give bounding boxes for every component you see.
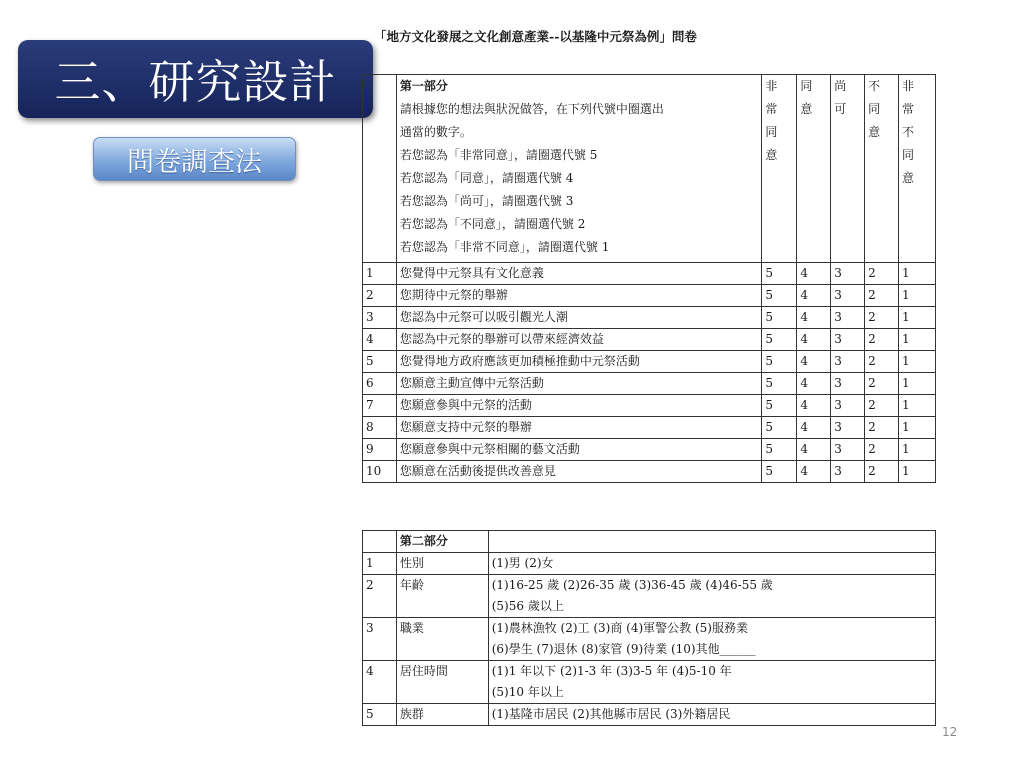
score-option[interactable]: 4 — [797, 395, 831, 417]
score-option[interactable]: 3 — [831, 351, 865, 373]
option-line[interactable]: (6)學生 (7)退休 (8)家管 (9)待業 (10)其他______ — [491, 642, 756, 656]
table-row — [363, 618, 936, 661]
option-line[interactable]: (1)1 年以下 (2)1-3 年 (3)3-5 年 (4)5-10 年 — [491, 664, 732, 678]
item-label: 族群 — [396, 704, 488, 726]
table-row — [363, 575, 936, 618]
item-number: 1 — [363, 553, 397, 575]
score-option[interactable]: 5 — [762, 461, 797, 483]
score-option[interactable]: 2 — [865, 329, 899, 351]
item-options — [488, 575, 935, 618]
score-option[interactable]: 1 — [899, 285, 936, 307]
option-line[interactable]: (5)10 年以上 — [491, 685, 564, 699]
score-option[interactable]: 2 — [865, 263, 899, 285]
score-option[interactable]: 1 — [899, 351, 936, 373]
score-option[interactable]: 5 — [762, 285, 797, 307]
part1-intro-cell — [396, 75, 761, 263]
table-row — [363, 417, 936, 439]
item-statement: 您覺得地方政府應該更加積極推動中元祭活動 — [396, 351, 761, 373]
part1-header-row — [363, 75, 936, 263]
score-option[interactable]: 3 — [831, 417, 865, 439]
part2-header-row — [363, 531, 936, 553]
score-option[interactable]: 4 — [797, 461, 831, 483]
part2-heading: 第二部分 — [396, 531, 488, 553]
score-option[interactable]: 4 — [797, 373, 831, 395]
table-row — [363, 661, 936, 704]
item-number: 4 — [363, 661, 397, 704]
part2-header-blank — [488, 531, 935, 553]
table-row — [363, 373, 936, 395]
item-number: 8 — [363, 417, 397, 439]
score-option[interactable]: 4 — [797, 329, 831, 351]
score-option[interactable]: 1 — [899, 395, 936, 417]
item-label: 職業 — [396, 618, 488, 661]
part2-table — [362, 530, 936, 726]
part2-corner-cell — [363, 531, 397, 553]
score-option[interactable]: 4 — [797, 263, 831, 285]
item-number: 5 — [363, 704, 397, 726]
instruction-line: 若您認為「尚可」，請圈選代號 3 — [399, 194, 574, 208]
score-option[interactable]: 3 — [831, 285, 865, 307]
score-option[interactable]: 1 — [899, 439, 936, 461]
score-option[interactable]: 5 — [762, 395, 797, 417]
score-option[interactable]: 3 — [831, 263, 865, 285]
score-option[interactable]: 3 — [831, 395, 865, 417]
questionnaire-title: 「地方文化發展之文化創意產業--以基隆中元祭為例」問卷 — [374, 29, 697, 44]
score-option[interactable]: 4 — [797, 417, 831, 439]
scale-header-disagree: 不 同 意 — [865, 75, 899, 263]
score-option[interactable]: 1 — [899, 307, 936, 329]
score-option[interactable]: 2 — [865, 285, 899, 307]
item-label: 居住時間 — [396, 661, 488, 704]
item-options — [488, 618, 935, 661]
table-row — [363, 307, 936, 329]
part1-table — [362, 74, 936, 483]
option-line[interactable]: (5)56 歲以上 — [491, 599, 564, 613]
item-number: 3 — [363, 618, 397, 661]
instruction-line: 請根據您的想法與狀況做答，在下列代號中圈選出 — [399, 102, 664, 116]
score-option[interactable]: 2 — [865, 351, 899, 373]
table-row — [363, 553, 936, 575]
item-options — [488, 704, 935, 726]
score-option[interactable]: 2 — [865, 439, 899, 461]
score-option[interactable]: 1 — [899, 373, 936, 395]
score-option[interactable]: 4 — [797, 439, 831, 461]
item-number: 9 — [363, 439, 397, 461]
scale-header-neutral: 尚 可 — [831, 75, 865, 263]
score-option[interactable]: 3 — [831, 307, 865, 329]
score-option[interactable]: 2 — [865, 395, 899, 417]
score-option[interactable]: 4 — [797, 351, 831, 373]
score-option[interactable]: 2 — [865, 461, 899, 483]
option-line[interactable]: (1)基隆市居民 (2)其他縣市居民 (3)外籍居民 — [491, 707, 731, 721]
score-option[interactable]: 3 — [831, 461, 865, 483]
item-number: 3 — [363, 307, 397, 329]
table-row — [363, 285, 936, 307]
score-option[interactable]: 2 — [865, 373, 899, 395]
item-statement: 您願意參與中元祭的活動 — [396, 395, 761, 417]
item-statement: 您願意參與中元祭相關的藝文活動 — [396, 439, 761, 461]
instruction-line: 若您認為「不同意」，請圈選代號 2 — [399, 217, 586, 231]
instruction-line: 若您認為「同意」，請圈選代號 4 — [399, 171, 574, 185]
part1-heading: 第一部分 — [399, 79, 448, 93]
table-row — [363, 263, 936, 285]
table-row — [363, 704, 936, 726]
table-row — [363, 461, 936, 483]
score-option[interactable]: 5 — [762, 439, 797, 461]
item-number: 10 — [363, 461, 397, 483]
score-option[interactable]: 2 — [865, 417, 899, 439]
option-line[interactable]: (1)農林漁牧 (2)工 (3)商 (4)軍警公教 (5)服務業 — [491, 621, 748, 635]
slide-title-banner — [18, 40, 373, 118]
option-line[interactable]: (1)男 (2)女 — [491, 556, 554, 570]
instruction-line: 通當的數字。 — [399, 125, 472, 139]
instruction-line: 若您認為「非常不同意」，請圈選代號 1 — [399, 240, 610, 254]
item-number: 7 — [363, 395, 397, 417]
scale-header-strongly-agree: 非 常 同 意 — [762, 75, 797, 263]
score-option[interactable]: 5 — [762, 351, 797, 373]
item-number: 1 — [363, 263, 397, 285]
table-row — [363, 439, 936, 461]
option-line[interactable]: (1)16-25 歲 (2)26-35 歲 (3)36-45 歲 (4)46-55 歲 — [491, 578, 773, 592]
item-statement: 您認為中元祭的舉辦可以帶來經濟效益 — [396, 329, 761, 351]
table-row — [363, 395, 936, 417]
survey-method-label: 問卷調查法 — [127, 146, 262, 178]
item-number: 2 — [363, 575, 397, 618]
item-number: 6 — [363, 373, 397, 395]
score-option[interactable]: 1 — [899, 263, 936, 285]
item-label: 年齡 — [396, 575, 488, 618]
slide-title: 三、研究設計 — [54, 55, 337, 109]
scale-header-strongly-disagree: 非 常 不 同 意 — [899, 75, 936, 263]
item-statement: 您願意在活動後提供改善意見 — [396, 461, 761, 483]
score-option[interactable]: 5 — [762, 329, 797, 351]
page-number: 12 — [942, 725, 958, 739]
score-option[interactable]: 4 — [797, 307, 831, 329]
score-option[interactable]: 1 — [899, 329, 936, 351]
table-row — [363, 329, 936, 351]
score-option[interactable]: 3 — [831, 439, 865, 461]
item-number: 2 — [363, 285, 397, 307]
table-row — [363, 351, 936, 373]
item-number: 5 — [363, 351, 397, 373]
part1-corner-cell — [363, 75, 397, 263]
item-statement: 您期待中元祭的舉辦 — [396, 285, 761, 307]
item-options — [488, 661, 935, 704]
item-statement: 您願意支持中元祭的舉辦 — [396, 417, 761, 439]
score-option[interactable]: 5 — [762, 307, 797, 329]
item-statement: 您願意主動宣傳中元祭活動 — [396, 373, 761, 395]
score-option[interactable]: 5 — [762, 417, 797, 439]
score-option[interactable]: 1 — [899, 417, 936, 439]
score-option[interactable]: 1 — [899, 461, 936, 483]
score-option[interactable]: 5 — [762, 373, 797, 395]
score-option[interactable]: 4 — [797, 285, 831, 307]
survey-method-button[interactable] — [93, 137, 296, 181]
score-option[interactable]: 3 — [831, 329, 865, 351]
score-option[interactable]: 5 — [762, 263, 797, 285]
instruction-line: 若您認為「非常同意」，請圈選代號 5 — [399, 148, 598, 162]
item-options — [488, 553, 935, 575]
item-statement: 您認為中元祭可以吸引觀光人潮 — [396, 307, 761, 329]
scale-header-agree: 同 意 — [797, 75, 831, 263]
item-number: 4 — [363, 329, 397, 351]
score-option[interactable]: 2 — [865, 307, 899, 329]
item-label: 性別 — [396, 553, 488, 575]
item-statement: 您覺得中元祭具有文化意義 — [396, 263, 761, 285]
score-option[interactable]: 3 — [831, 373, 865, 395]
